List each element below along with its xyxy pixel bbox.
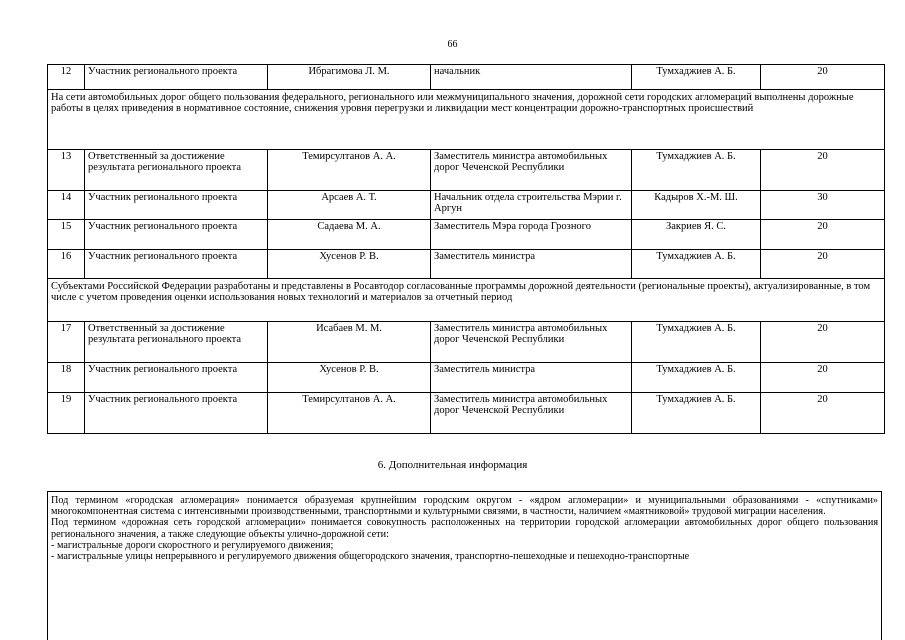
- row-number: 12: [48, 65, 85, 90]
- row-number: 16: [48, 250, 85, 279]
- result-text: Субъектами Российской Федерации разработаны и представлены в Росавтодор согласованные программы дорожной деятельности (региональные проекты), актуализированные, в том числе с учетом проведения оценки использования новых технологий и материалов за отчетный период: [48, 279, 885, 322]
- workload-percent: 20: [761, 150, 885, 191]
- table-row: [48, 363, 885, 393]
- direct-supervisor: Тумхаджиев А. Б.: [632, 250, 761, 279]
- participant-position: Заместитель министра автомобильных дорог Чеченской Республики: [431, 322, 632, 363]
- row-number: 17: [48, 322, 85, 363]
- direct-supervisor: Тумхаджиев А. Б.: [632, 363, 761, 393]
- participant-role: Участник регионального проекта: [85, 220, 268, 250]
- direct-supervisor: Закриев Я. С.: [632, 220, 761, 250]
- participant-role: Участник регионального проекта: [85, 191, 268, 220]
- row-number: 15: [48, 220, 85, 250]
- participant-role: Участник регионального проекта: [85, 363, 268, 393]
- participant-position: Заместитель министра автомобильных дорог Чеченской Республики: [431, 150, 632, 191]
- participant-position: Заместитель министра: [431, 250, 632, 279]
- participant-role: Участник регионального проекта: [85, 393, 268, 434]
- table-row: [48, 322, 885, 363]
- project-participants-table: [47, 64, 885, 434]
- row-number: 13: [48, 150, 85, 191]
- participant-role: Участник регионального проекта: [85, 250, 268, 279]
- table-row: [48, 191, 885, 220]
- workload-percent: 20: [761, 250, 885, 279]
- result-row: [48, 90, 885, 150]
- result-row: [48, 279, 885, 322]
- direct-supervisor: Тумхаджиев А. Б.: [632, 150, 761, 191]
- direct-supervisor: Кадыров Х.-М. Ш.: [632, 191, 761, 220]
- workload-percent: 20: [761, 322, 885, 363]
- workload-percent: 20: [761, 65, 885, 90]
- table-row: [48, 250, 885, 279]
- direct-supervisor: Тумхаджиев А. Б.: [632, 322, 761, 363]
- table-row: [48, 220, 885, 250]
- table-row: [48, 393, 885, 434]
- participant-position: Заместитель министра: [431, 363, 632, 393]
- participant-name: Темирсултанов А. А.: [268, 393, 431, 434]
- info-paragraph: - магистральные дороги скоростного и регулируемого движения;: [51, 539, 334, 551]
- workload-percent: 30: [761, 191, 885, 220]
- workload-percent: 20: [761, 393, 885, 434]
- participant-name: Арсаев А. Т.: [268, 191, 431, 220]
- info-paragraph: Под термином «дорожная сеть городской агломерации» понимается совокупность расположенных на территории городской агломерации автомобильных дорог общего пользования регионального значения, а также следующие объекты улично-дорожной сети:: [51, 517, 878, 540]
- row-number: 18: [48, 363, 85, 393]
- participant-name: Темирсултанов А. А.: [268, 150, 431, 191]
- workload-percent: 20: [761, 363, 885, 393]
- participant-name: Ибрагимова Л. М.: [268, 65, 431, 90]
- info-paragraph: - магистральные улицы непрерывного и регулируемого движения общегородского значения, транспортно-пешеходные и пешеходно-транспортные: [51, 551, 690, 563]
- participant-role: Ответственный за достижение результата регионального проекта: [85, 150, 268, 191]
- participant-position: Заместитель Мэра города Грозного: [431, 220, 632, 250]
- page-number: 66: [447, 39, 458, 50]
- participant-name: Хусенов Р. В.: [268, 250, 431, 279]
- participant-position: Заместитель министра автомобильных дорог Чеченской Республики: [431, 393, 632, 434]
- info-paragraph: Под термином «городская агломерация» понимается образуемая крупнейшим городским округом - «ядром агломерации» и муниципальными образованиями - «спутниками» многокомпонентная система с интенсивными производственными, транспортными и культурными связями, в частности, наличием «маятниковой» трудовой миграции населения.: [51, 495, 878, 518]
- section-title: 6. Дополнительная информация: [377, 459, 528, 471]
- table-row: [48, 65, 885, 90]
- result-text: На сети автомобильных дорог общего пользования федерального, регионального или межмуниципального значения, дорожной сети городских агломераций выполнены дорожные работы в целях приведения в нормативное состояние, снижения уровня перегрузки и ликвидации мест концентрации дорожно-транспортных происшествий: [48, 90, 885, 150]
- direct-supervisor: Тумхаджиев А. Б.: [632, 65, 761, 90]
- table-body: [48, 65, 885, 434]
- table-row: [48, 150, 885, 191]
- participant-position: Начальник отдела строительства Мэрии г. Аргун: [431, 191, 632, 220]
- participant-role: Ответственный за достижение результата регионального проекта: [85, 322, 268, 363]
- direct-supervisor: Тумхаджиев А. Б.: [632, 393, 761, 434]
- participant-name: Садаева М. А.: [268, 220, 431, 250]
- workload-percent: 20: [761, 220, 885, 250]
- row-number: 14: [48, 191, 85, 220]
- participant-name: Исабаев М. М.: [268, 322, 431, 363]
- row-number: 19: [48, 393, 85, 434]
- participant-name: Хусенов Р. В.: [268, 363, 431, 393]
- participant-role: Участник регионального проекта: [85, 65, 268, 90]
- additional-info-box: [47, 491, 882, 640]
- participant-position: начальник: [431, 65, 632, 90]
